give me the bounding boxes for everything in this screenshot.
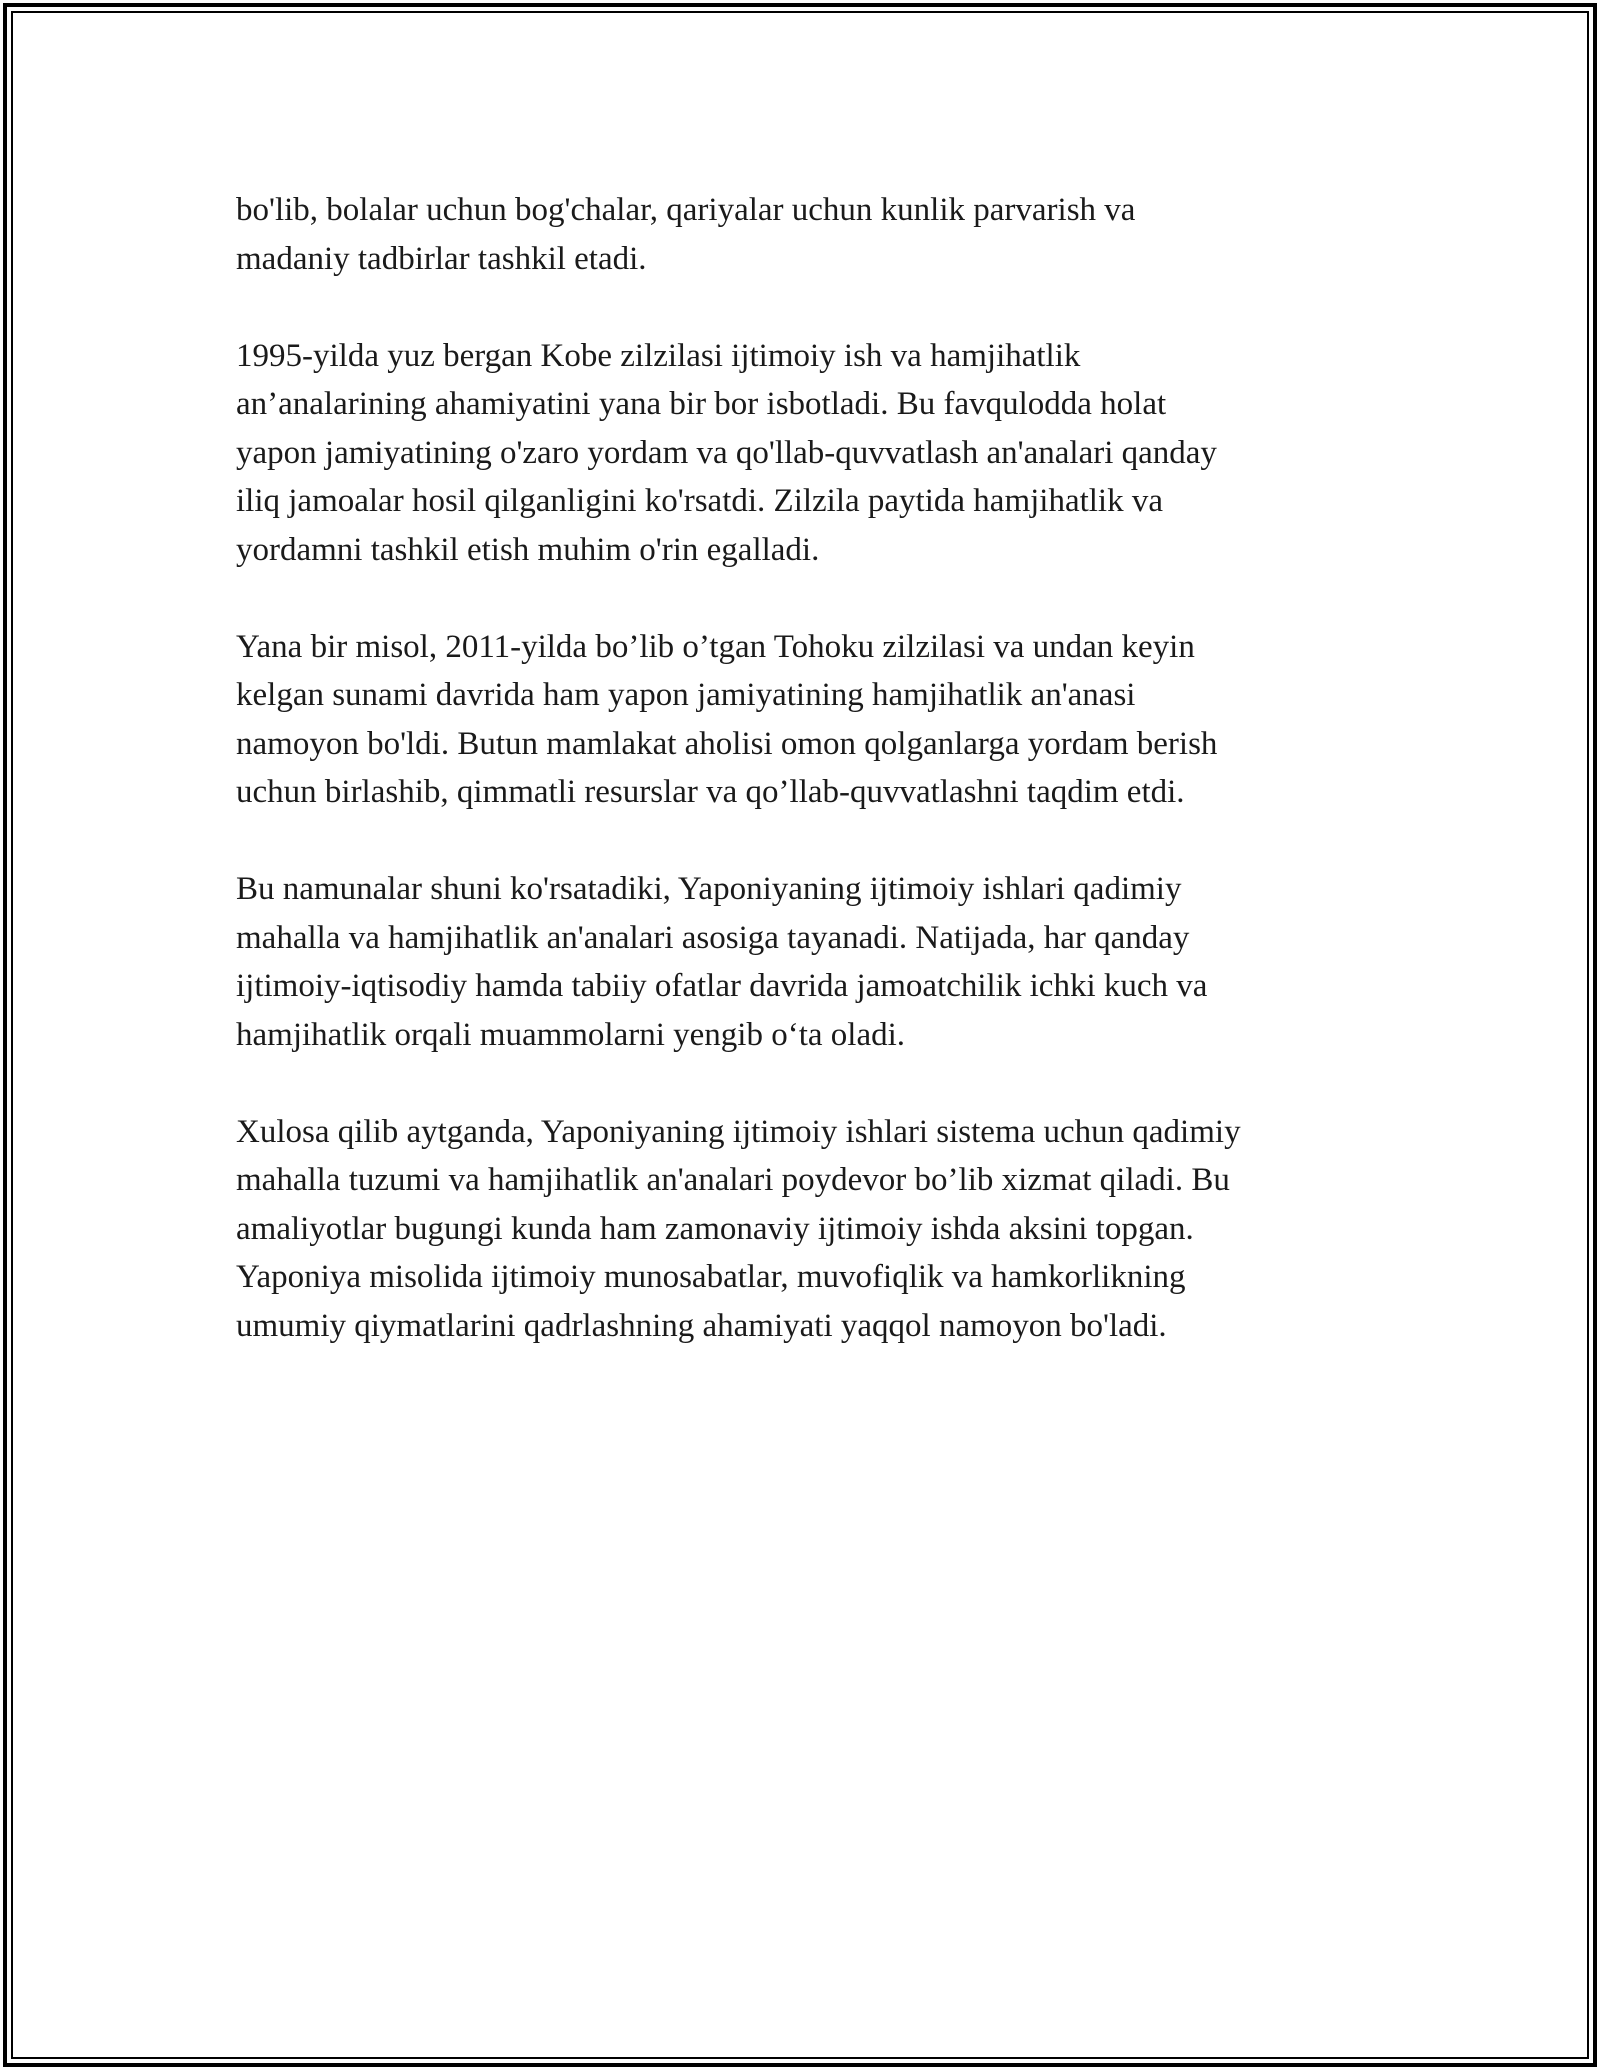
text-line: namoyon bo'ldi. Butun mamlakat aholisi omon qolganlarga yordam berish bbox=[236, 725, 1218, 762]
text-line: iliq jamoalar hosil qilganligini ko'rsatdi. Zilzila paytida hamjihatlik va bbox=[236, 483, 1163, 519]
text-line: hamjihatlik orqali muammolarni yengib o‘ta oladi. bbox=[236, 1016, 906, 1053]
paragraph bbox=[236, 332, 1376, 575]
text-line: bo'lib, bolalar uchun bog'chalar, qariyalar uchun kunlik parvarish va bbox=[236, 192, 1136, 228]
text-line: mahalla tuzumi va hamjihatlik an'analari poydevor bo’lib xizmat qiladi. Bu bbox=[236, 1162, 1230, 1198]
text-line: madaniy tadbirlar tashkil etadi. bbox=[236, 240, 647, 277]
paragraph bbox=[236, 186, 1376, 283]
paragraph bbox=[236, 623, 1376, 817]
text-line: 1995-yilda yuz bergan Kobe zilzilasi ijtimoiy ish va hamjihatlik bbox=[236, 337, 1081, 374]
text-line: ijtimoiy-iqtisodiy hamda tabiiy ofatlar davrida jamoatchilik ichki kuch va bbox=[236, 968, 1208, 1004]
text-line: Bu namunalar shuni ko'rsatadiki, Yaponiyaning ijtimoiy ishlari qadimiy bbox=[236, 871, 1182, 907]
text-line: an’analarining ahamiyatini yana bir bor isbotladi. Bu favqulodda holat bbox=[236, 386, 1167, 422]
text-line: kelgan sunami davrida ham yapon jamiyatining hamjihatlik an'anasi bbox=[236, 677, 1136, 713]
text-line: amaliyotlar bugungi kunda ham zamonaviy ijtimoiy ishda aksini topgan. bbox=[236, 1210, 1194, 1247]
text-line: Xulosa qilib aytganda, Yaponiyaning ijtimoiy ishlari sistema uchun qadimiy bbox=[236, 1113, 1241, 1150]
text-line: Yaponiya misolida ijtimoiy munosabatlar, muvofiqlik va hamkorlikning bbox=[236, 1259, 1186, 1295]
paragraph bbox=[236, 865, 1376, 1059]
text-line: Yana bir misol, 2011-yilda bo’lib o’tgan Tohoku zilzilasi va undan keyin bbox=[236, 628, 1195, 665]
text-line: uchun birlashib, qimmatli resurslar va qo’llab-quvvatlashni taqdim etdi. bbox=[236, 774, 1185, 810]
paragraph bbox=[236, 1108, 1376, 1351]
text-line: yordamni tashkil etish muhim o'rin egalladi. bbox=[236, 531, 820, 568]
text-line: umumiy qiymatlarini qadrlashning ahamiyati yaqqol namoyon bo'ladi. bbox=[236, 1307, 1167, 1344]
document-body bbox=[236, 186, 1376, 1399]
text-line: mahalla va hamjihatlik an'analari asosiga tayanadi. Natijada, har qanday bbox=[236, 919, 1190, 956]
text-line: yapon jamiyatining o'zaro yordam va qo'llab-quvvatlash an'analari qanday bbox=[236, 434, 1217, 471]
